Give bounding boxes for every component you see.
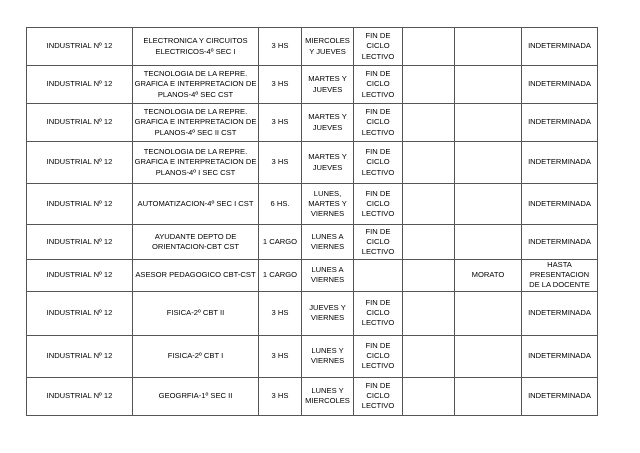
days-cell-line: VIERNES — [310, 275, 345, 285]
status-cell-line: HASTA — [547, 260, 572, 269]
hours-cell: 3 HS — [259, 104, 302, 142]
teacher-cell: MORATO — [455, 260, 522, 292]
period-cell — [354, 28, 403, 66]
blank-cell — [403, 104, 455, 142]
subject-cell-line: GRAFICA E INTERPRETACION DE — [134, 157, 257, 167]
hours-cell: 3 HS — [259, 66, 302, 104]
status-cell-line: INDETERMINADA — [528, 157, 591, 167]
school-cell: INDUSTRIAL Nº 12 — [27, 377, 133, 415]
school-cell: INDUSTRIAL Nº 12 — [27, 142, 133, 184]
blank-cell — [403, 260, 455, 292]
status-cell — [522, 104, 598, 142]
period-cell-line: LECTIVO — [361, 318, 395, 328]
period-cell-line: CICLO — [366, 391, 390, 400]
subject-cell-line: PLANOS-4º SEC CST — [157, 89, 234, 99]
school-cell: INDUSTRIAL Nº 12 — [27, 104, 133, 142]
vacancies-table — [26, 27, 598, 416]
days-cell — [302, 225, 354, 260]
table-row — [27, 184, 598, 225]
days-cell-line: JUEVES — [312, 84, 343, 94]
period-cell-line: LECTIVO — [361, 127, 395, 137]
period-cell-line: CICLO — [366, 117, 390, 127]
subject-cell-line: ASESOR PEDAGOGICO CBT-CST — [135, 270, 256, 280]
days-cell-line: MARTES Y — [308, 112, 347, 122]
table-row — [27, 28, 598, 66]
status-cell — [522, 291, 598, 335]
period-cell-line: FIN DE — [365, 107, 391, 117]
period-cell-line: CICLO — [366, 157, 390, 167]
table-row — [27, 291, 598, 335]
period-cell-line: LECTIVO — [361, 89, 395, 99]
days-cell — [302, 377, 354, 415]
period-cell-line: CICLO — [366, 308, 390, 317]
days-cell-line: VIERNES — [310, 242, 345, 251]
table-row — [27, 260, 598, 292]
hours-cell: 1 CARGO — [259, 260, 302, 292]
subject-cell-line: PLANOS-4º I SEC CST — [155, 167, 236, 177]
hours-cell: 1 CARGO — [259, 225, 302, 260]
days-cell — [302, 335, 354, 377]
status-cell-line: DE LA DOCENTE — [529, 280, 590, 290]
subject-cell-line: ELECTRONICA Y CIRCUITOS — [143, 36, 248, 46]
days-cell — [302, 291, 354, 335]
subject-cell — [133, 335, 259, 377]
status-cell — [522, 28, 598, 66]
days-cell — [302, 142, 354, 184]
subject-cell-line: TECNOLOGIA DE LA REPRE. — [143, 107, 248, 117]
status-cell — [522, 142, 598, 184]
period-cell — [354, 184, 403, 225]
status-cell-line: INDETERMINADA — [528, 41, 591, 51]
school-cell: INDUSTRIAL Nº 12 — [27, 291, 133, 335]
status-cell-line: INDETERMINADA — [528, 391, 591, 400]
subject-cell — [133, 377, 259, 415]
period-cell — [354, 104, 403, 142]
days-cell-line: LUNES A — [311, 231, 344, 241]
status-cell-line: INDETERMINADA — [528, 236, 591, 246]
table-body — [27, 28, 598, 416]
teacher-cell — [455, 142, 522, 184]
subject-cell-line: AYUDANTE DEPTO DE — [154, 231, 237, 241]
hours-cell: 3 HS — [259, 291, 302, 335]
teacher-cell — [455, 291, 522, 335]
days-cell — [302, 184, 354, 225]
table-row — [27, 335, 598, 377]
days-cell-line: VIERNES — [310, 356, 345, 366]
subject-cell — [133, 184, 259, 225]
period-cell-line: FIN DE — [365, 31, 391, 41]
hours-cell: 3 HS — [259, 142, 302, 184]
days-cell-line: JUEVES — [312, 162, 343, 172]
subject-cell-line: GEOGRFIA-1º SEC II — [158, 391, 233, 400]
days-cell-line: MIERCOLES — [305, 396, 350, 406]
hours-cell: 3 HS — [259, 377, 302, 415]
subject-cell-line: TECNOLOGIA DE LA REPRE. — [143, 147, 248, 157]
period-cell-line: CICLO — [366, 41, 390, 51]
status-cell — [522, 335, 598, 377]
subject-cell-line: PLANOS-4º SEC II CST — [154, 127, 237, 137]
subject-cell — [133, 104, 259, 142]
days-cell-line: MARTES Y — [308, 152, 347, 162]
blank-cell — [403, 184, 455, 225]
days-cell-line: MARTES Y — [308, 74, 347, 84]
status-cell-line: PRESENTACION — [529, 270, 590, 280]
days-cell-line: VIERNES — [310, 209, 345, 219]
subject-cell-line: FISICA-2º CBT II — [166, 308, 225, 317]
school-cell: INDUSTRIAL Nº 12 — [27, 225, 133, 260]
period-cell-line: FIN DE — [365, 147, 391, 157]
days-cell-line: MIERCOLES — [305, 36, 350, 46]
teacher-cell — [455, 28, 522, 66]
subject-cell-line: GRAFICA E INTERPRETACION DE — [134, 79, 257, 89]
status-cell — [522, 66, 598, 104]
days-cell-line: MARTES Y — [308, 198, 347, 208]
school-cell: INDUSTRIAL Nº 12 — [27, 28, 133, 66]
period-cell-line: CICLO — [366, 198, 390, 208]
teacher-cell — [455, 225, 522, 260]
school-cell: INDUSTRIAL Nº 12 — [27, 66, 133, 104]
table-row — [27, 104, 598, 142]
hours-cell: 6 HS. — [259, 184, 302, 225]
period-cell-line: LECTIVO — [361, 209, 395, 219]
status-cell-line: INDETERMINADA — [528, 198, 591, 208]
period-cell — [354, 66, 403, 104]
period-cell-line: FIN DE — [365, 297, 391, 307]
teacher-cell — [455, 377, 522, 415]
days-cell-line: JUEVES — [312, 122, 343, 132]
blank-cell — [403, 377, 455, 415]
subject-cell-line: GRAFICA E INTERPRETACION DE — [134, 117, 257, 127]
period-cell-line: LECTIVO — [361, 51, 395, 61]
table-row — [27, 142, 598, 184]
days-cell — [302, 66, 354, 104]
hours-cell: 3 HS — [259, 28, 302, 66]
subject-cell-line: TECNOLOGIA DE LA REPRE. — [143, 69, 248, 79]
days-cell-line: LUNES Y — [311, 385, 344, 395]
teacher-cell — [455, 104, 522, 142]
status-cell-line: INDETERMINADA — [528, 117, 591, 127]
school-cell: INDUSTRIAL Nº 12 — [27, 184, 133, 225]
blank-cell — [403, 66, 455, 104]
status-cell-line: INDETERMINADA — [528, 308, 591, 317]
blank-cell — [403, 28, 455, 66]
days-cell — [302, 260, 354, 292]
blank-cell — [403, 335, 455, 377]
subject-cell — [133, 291, 259, 335]
school-cell: INDUSTRIAL Nº 12 — [27, 335, 133, 377]
blank-cell — [403, 142, 455, 184]
table-row — [27, 225, 598, 260]
period-cell — [354, 377, 403, 415]
status-cell — [522, 260, 598, 292]
subject-cell — [133, 66, 259, 104]
period-cell-line: LECTIVO — [361, 247, 395, 257]
period-cell-line: CICLO — [366, 351, 390, 360]
table-row — [27, 377, 598, 415]
subject-cell-line: FISICA-2º CBT I — [167, 351, 224, 360]
status-cell — [522, 377, 598, 415]
period-cell-line: LECTIVO — [361, 167, 395, 177]
status-cell — [522, 184, 598, 225]
subject-cell — [133, 260, 259, 292]
table-row — [27, 66, 598, 104]
school-cell: INDUSTRIAL Nº 12 — [27, 260, 133, 292]
period-cell-line: FIN DE — [365, 380, 391, 390]
days-cell-line: JUEVES Y — [309, 302, 346, 312]
period-cell-line: FIN DE — [365, 188, 391, 198]
teacher-cell — [455, 184, 522, 225]
teacher-cell — [455, 66, 522, 104]
period-cell — [354, 291, 403, 335]
period-cell-line: LECTIVO — [361, 401, 395, 411]
days-cell-line: LUNES, — [313, 188, 342, 198]
period-cell — [354, 335, 403, 377]
days-cell-line: Y JUEVES — [309, 46, 346, 56]
blank-cell — [403, 225, 455, 260]
days-cell-line: VIERNES — [310, 313, 345, 323]
period-cell — [354, 225, 403, 260]
days-cell — [302, 104, 354, 142]
period-cell-line: CICLO — [366, 236, 390, 246]
subject-cell — [133, 142, 259, 184]
teacher-cell — [455, 335, 522, 377]
days-cell — [302, 28, 354, 66]
period-cell-line: LECTIVO — [361, 361, 395, 371]
period-cell-line: FIN DE — [365, 226, 391, 236]
days-cell-line: LUNES Y — [311, 345, 344, 355]
subject-cell-line: ORIENTACION-CBT CST — [151, 242, 240, 251]
subject-cell-line: AUTOMATIZACION-4º SEC I CST — [137, 198, 254, 208]
subject-cell — [133, 28, 259, 66]
subject-cell — [133, 225, 259, 260]
status-cell-line: INDETERMINADA — [528, 351, 591, 360]
blank-cell — [403, 291, 455, 335]
days-cell-line: LUNES A — [311, 265, 344, 275]
period-cell-line: CICLO — [366, 79, 390, 89]
period-cell — [354, 142, 403, 184]
subject-cell-line: ELECTRICOS-4º SEC I — [155, 46, 236, 56]
status-cell-line: INDETERMINADA — [528, 79, 591, 89]
status-cell — [522, 225, 598, 260]
period-cell-line: FIN DE — [365, 340, 391, 350]
period-cell-line: FIN DE — [365, 69, 391, 79]
period-cell — [354, 260, 403, 292]
hours-cell: 3 HS — [259, 335, 302, 377]
